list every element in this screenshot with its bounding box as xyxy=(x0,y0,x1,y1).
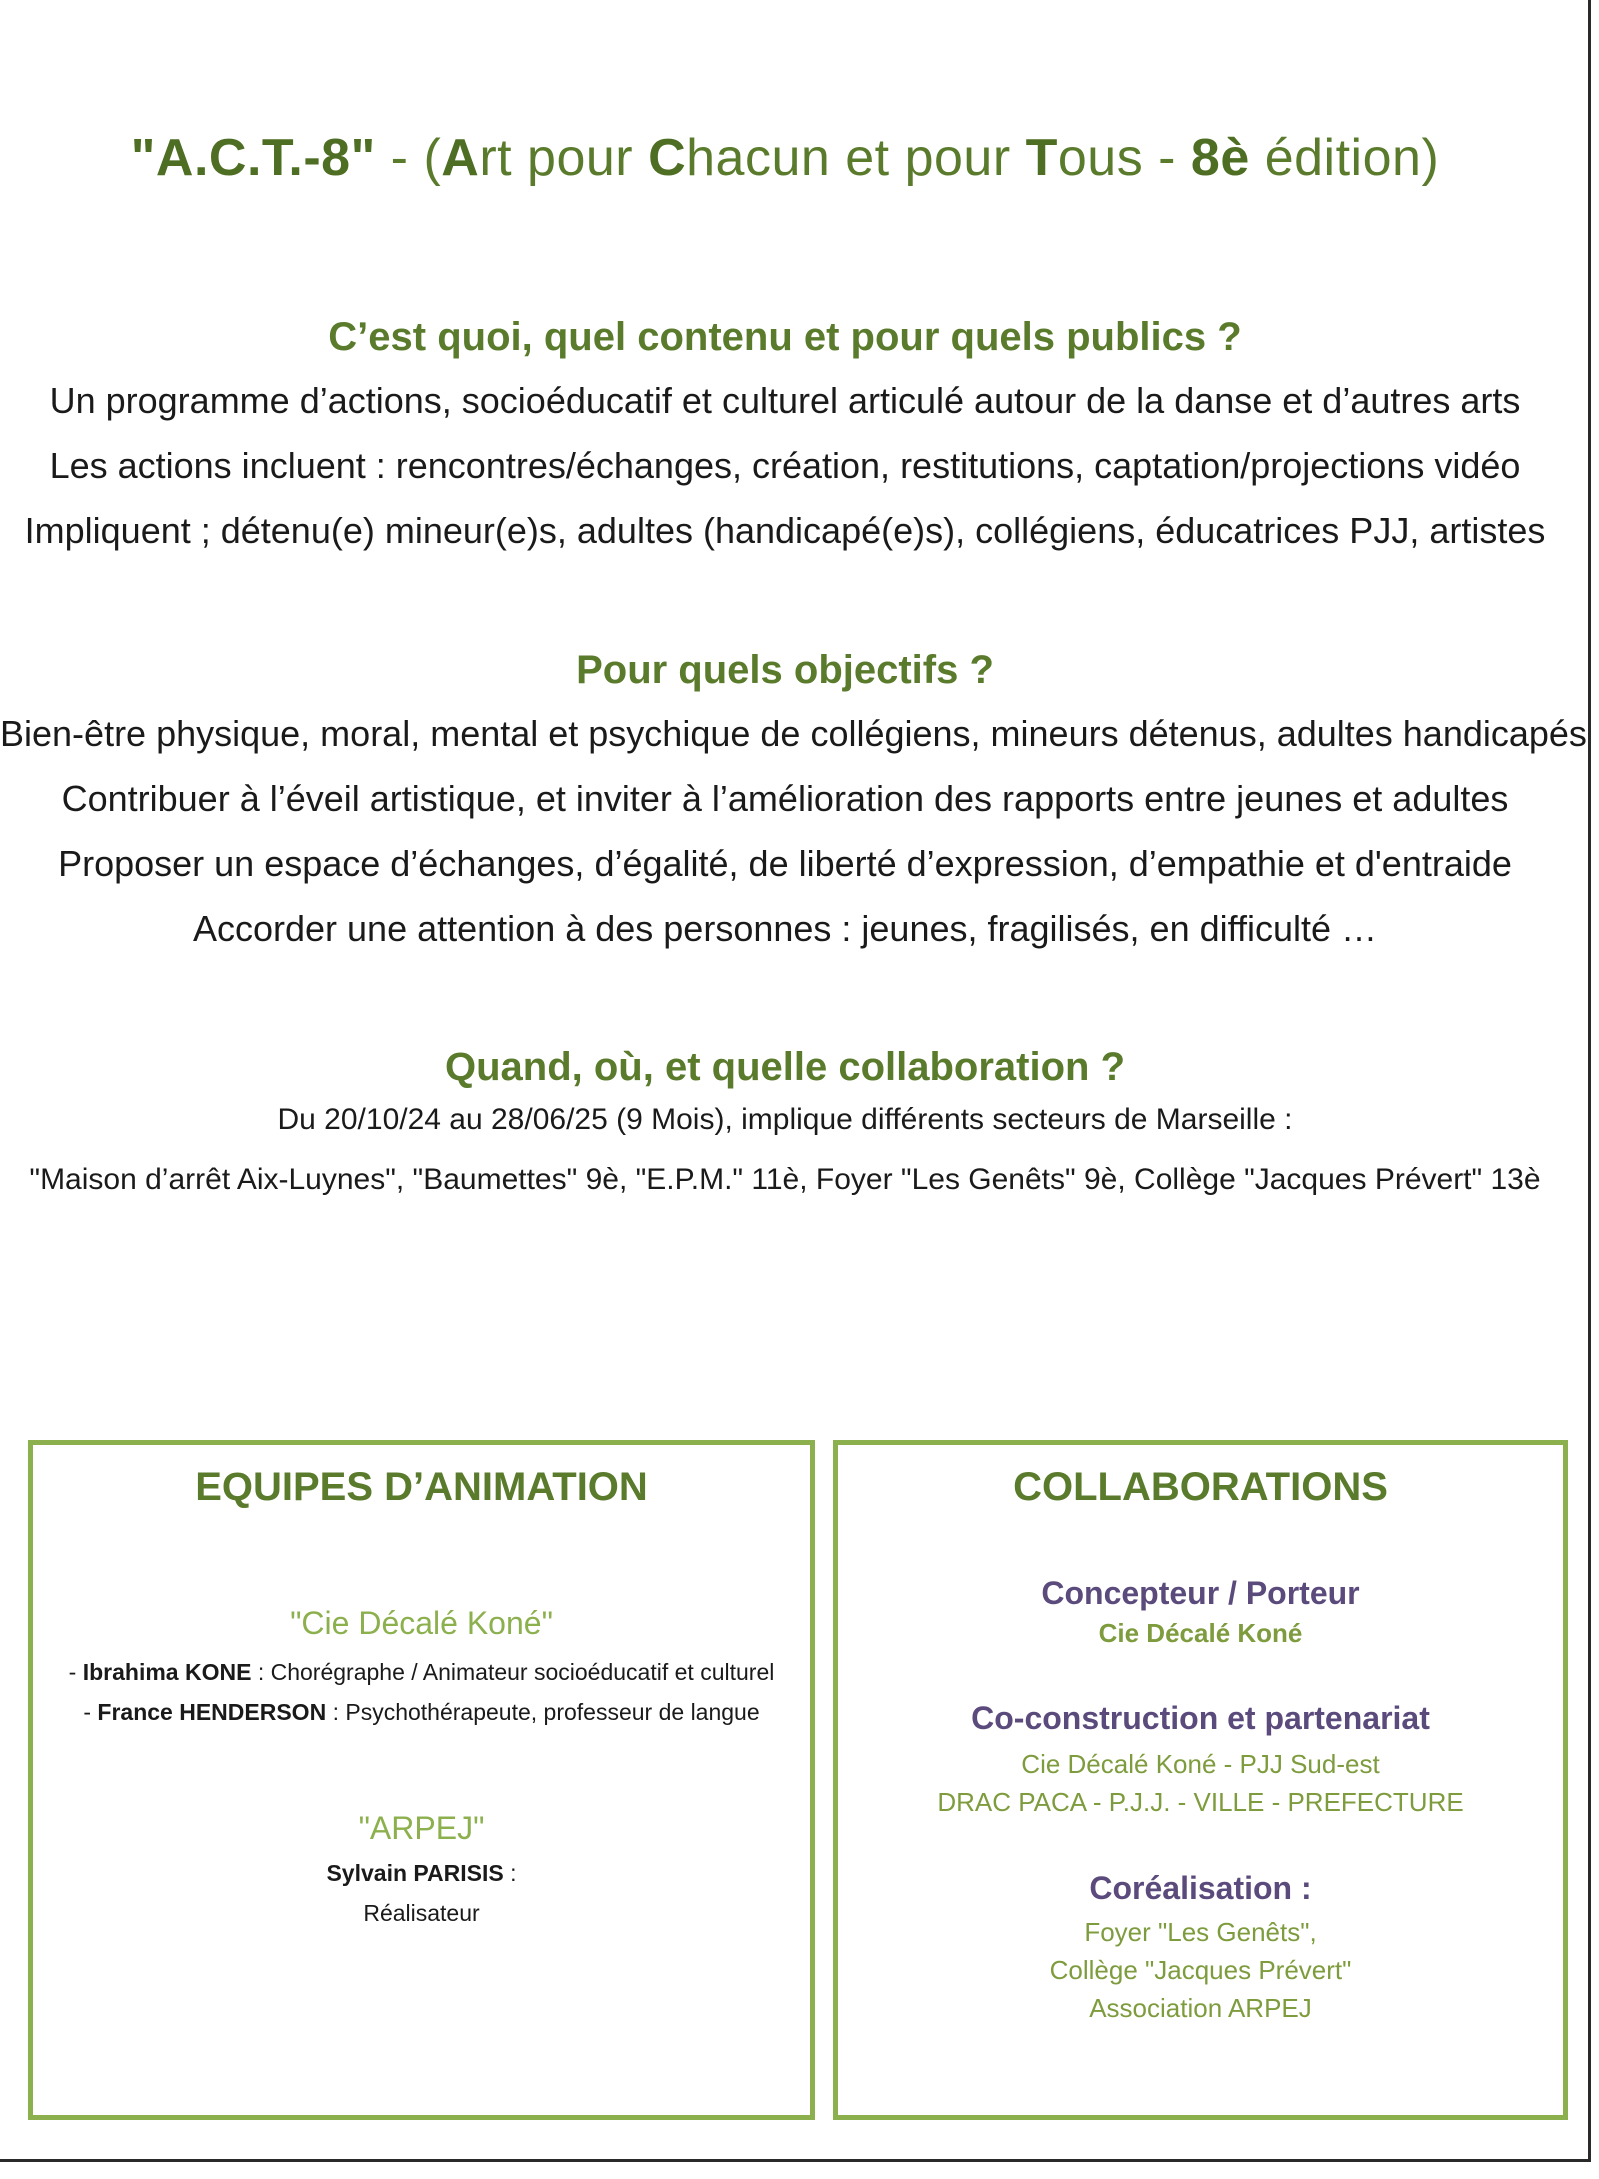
collab-line: Association ARPEJ xyxy=(1089,1993,1312,2023)
member-line xyxy=(33,1853,810,1893)
page-title xyxy=(0,128,1570,188)
collab-value: Cie Décalé Koné xyxy=(1098,1618,1303,1648)
section-line: Du 20/10/24 au 28/06/25 (9 Mois), implique différents secteurs de Marseille : xyxy=(277,1103,1293,1136)
member-name: Ibrahima KONE xyxy=(82,1659,252,1685)
member-name: France HENDERSON xyxy=(97,1699,327,1725)
equipes-box xyxy=(28,1440,815,2120)
section-line: Contribuer à l’éveil artistique, et inviter à l’amélioration des rapports entre jeunes et adultes xyxy=(61,778,1509,819)
collab-line: Cie Décalé Koné - PJJ Sud-est xyxy=(1021,1749,1380,1779)
collab-corealisation xyxy=(838,1870,1563,2027)
org-arpej xyxy=(33,1810,810,1933)
member-line xyxy=(33,1692,810,1732)
collab-label: Co-construction et partenariat xyxy=(971,1700,1430,1736)
section-objectives xyxy=(0,648,1587,961)
member-role: : Chorégraphe / Animateur socioéducatif et culturel xyxy=(251,1659,775,1685)
title-c-rest: hacun et pour xyxy=(686,129,1026,187)
member-sep: : xyxy=(503,1860,517,1886)
section-what xyxy=(0,315,1570,563)
collaborations-box xyxy=(833,1440,1568,2120)
equipes-heading: EQUIPES D’ANIMATION xyxy=(195,1465,648,1509)
org-name: "Cie Décalé Koné" xyxy=(290,1605,553,1641)
member-prefix: - xyxy=(68,1659,83,1685)
collab-coconstruction xyxy=(838,1700,1563,1821)
title-acronym: "A.C.T.-8" xyxy=(130,129,376,187)
member-line xyxy=(33,1652,810,1692)
section-line: Les actions incluent : rencontres/échanges, création, restitutions, captation/projections vidéo xyxy=(49,445,1521,486)
title-t-rest: ous - xyxy=(1057,129,1191,187)
page-border-bottom xyxy=(0,2159,1591,2162)
collaborations-heading: COLLABORATIONS xyxy=(1013,1465,1388,1509)
section-when-where xyxy=(0,1045,1570,1210)
org-name: "ARPEJ" xyxy=(358,1810,485,1846)
page-border-right xyxy=(1588,0,1591,2162)
collab-line: Collège "Jacques Prévert" xyxy=(1049,1955,1352,1985)
section-line: Accorder une attention à des personnes : jeunes, fragilisés, en difficulté … xyxy=(192,908,1378,949)
section-line: "Maison d’arrêt Aix-Luynes", "Baumettes" 9è, "E.P.M." 11è, Foyer "Les Genêts" 9è, Collège "Jacques Prévert" 13è xyxy=(29,1163,1541,1196)
member-role: Réalisateur xyxy=(363,1900,480,1926)
title-letter-t: T xyxy=(1025,129,1058,187)
section-heading: C’est quoi, quel contenu et pour quels publics ? xyxy=(328,315,1242,359)
collab-label: Concepteur / Porteur xyxy=(1041,1575,1360,1611)
title-letter-c: C xyxy=(648,129,687,187)
collab-label: Coréalisation : xyxy=(1089,1870,1312,1906)
section-line: Proposer un espace d’échanges, d’égalité, de liberté d’expression, d’empathie et d'entraide xyxy=(58,843,1512,884)
collab-concepteur xyxy=(838,1575,1563,1649)
member-prefix: - xyxy=(83,1699,98,1725)
title-edition-number: 8è xyxy=(1190,129,1250,187)
section-heading: Quand, où, et quelle collaboration ? xyxy=(444,1045,1126,1089)
collab-line: DRAC PACA - P.J.J. - VILLE - PREFECTURE xyxy=(937,1787,1464,1817)
org-cie-decale-kone xyxy=(33,1605,810,1732)
title-a-rest: rt pour xyxy=(479,129,649,187)
title-edition-rest: édition) xyxy=(1249,129,1440,187)
section-line: Impliquent ; détenu(e) mineur(e)s, adultes (handicapé(e)s), collégiens, éducatrices PJJ, artistes xyxy=(24,510,1546,551)
title-letter-a: A xyxy=(441,129,480,187)
member-role: : Psychothérapeute, professeur de langue xyxy=(326,1699,760,1725)
member-name: Sylvain PARISIS xyxy=(326,1860,504,1886)
title-sep: - ( xyxy=(375,129,442,187)
section-line: Un programme d’actions, socioéducatif et culturel articulé autour de la danse et d’autres arts xyxy=(49,380,1521,421)
section-heading: Pour quels objectifs ? xyxy=(576,648,994,692)
collab-line: Foyer "Les Genêts", xyxy=(1084,1917,1317,1947)
section-line: Bien-être physique, moral, mental et psychique de collégiens, mineurs détenus, adultes handicapés xyxy=(0,713,1587,754)
